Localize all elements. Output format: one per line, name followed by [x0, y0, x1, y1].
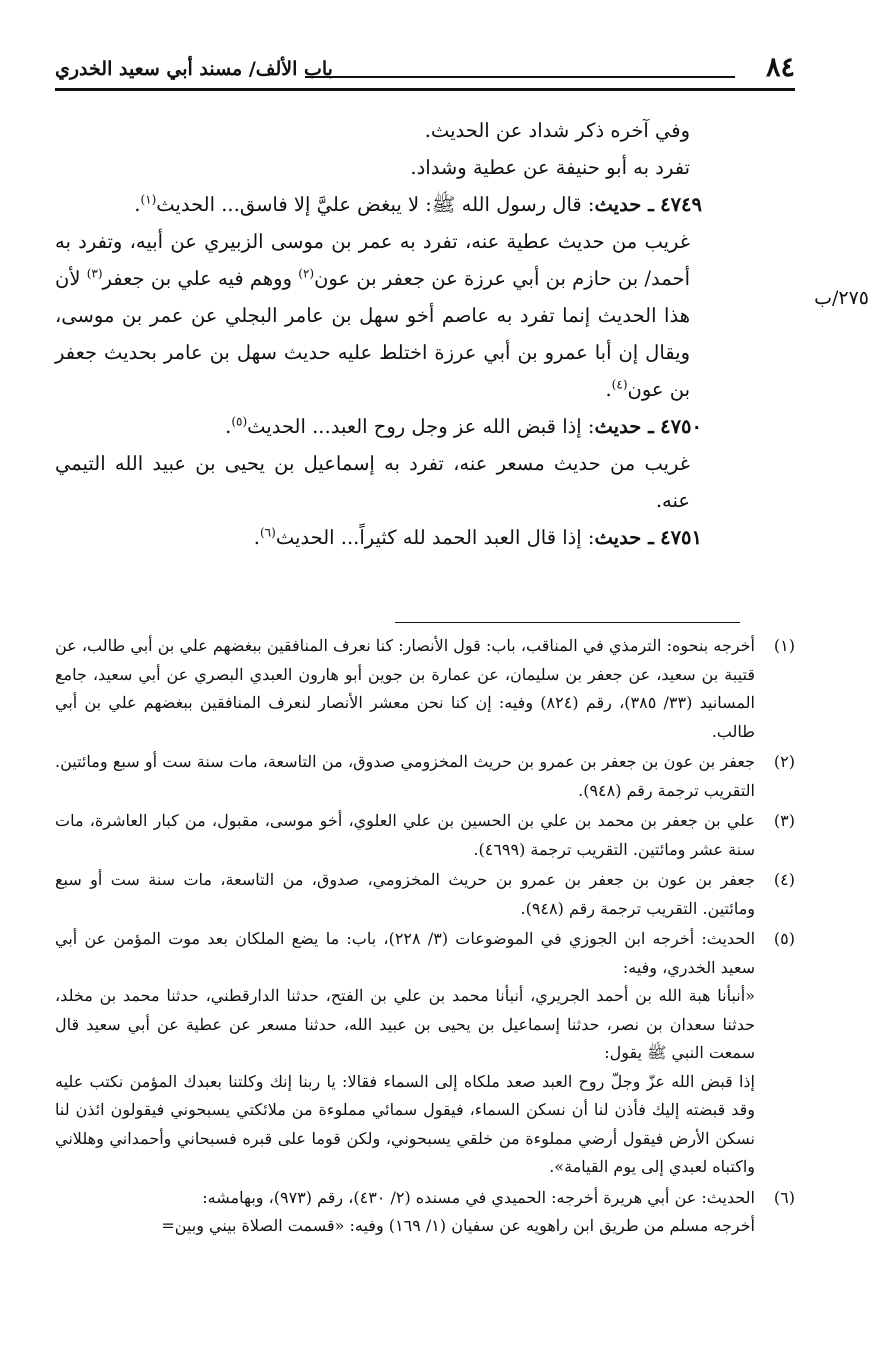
footnote-number: (٦)	[773, 1187, 795, 1207]
footnote-number: (٢)	[773, 752, 795, 771]
hadith-label: ـ حديث	[594, 526, 654, 549]
footnote-body	[55, 866, 755, 923]
footnote	[55, 866, 795, 923]
commentary-text: غريب من حديث عطية عنه، تفرد به عمر بن موسى الزبيري عن أبيه، وتفرد به أحمد/ بن حازم بن أبي عرزة عن جعفر بن عون	[55, 230, 690, 290]
hadith-end: .	[253, 526, 260, 549]
main-text	[55, 112, 740, 556]
page-number: ٨٤	[765, 52, 795, 83]
footnote	[55, 925, 795, 1182]
footnotes	[55, 632, 795, 1243]
footnote-paragraph: الحديث: عن أبي هريرة أخرجه: الحميدي في مسنده (٢/ ٤٣٠)، رقم (٩٧٣)، وبهامشه:	[202, 1187, 755, 1207]
text-line: وفي آخره ذكر شداد عن الحديث.	[424, 119, 690, 142]
footnote	[55, 748, 795, 805]
footnote-ref: (٢)	[298, 266, 315, 281]
footnote-body	[55, 925, 755, 1182]
page-header	[55, 52, 795, 90]
commentary-end: .	[605, 378, 612, 401]
footnote-body	[55, 807, 755, 864]
running-title: باب الألف/ مسند أبي سعيد الخدري	[55, 58, 333, 80]
footnote-ref: (٣)	[86, 266, 103, 281]
commentary-text: ووهم فيه علي بن جعفر	[102, 267, 299, 290]
hadith-number: ٤٧٤٩	[660, 193, 702, 216]
footnote-ref: (٥)	[231, 414, 248, 429]
hadith-text: : قال رسول الله ﷺ: لا يبغض عليَّ إلا فاسق... الحديث	[156, 193, 595, 216]
footnote-body	[55, 632, 755, 746]
hadith-label: ـ حديث	[594, 193, 654, 216]
footnote	[55, 632, 795, 746]
text-line: تفرد به أبو حنيفة عن عطية وشداد.	[410, 156, 690, 179]
header-rule	[55, 88, 795, 91]
hadith-end: .	[134, 193, 141, 216]
footnote-ref: (٦)	[259, 525, 276, 540]
footnote-number: (٣)	[773, 811, 795, 830]
footnote-body	[55, 748, 755, 805]
hadith-text: : إذا قال العبد الحمد لله كثيراً... الحديث	[275, 526, 595, 549]
footnote-number: (٥)	[773, 929, 795, 948]
hadith-number: ٤٧٥١	[660, 526, 702, 549]
hadith-text: : إذا قبض الله عز وجل روح العبد... الحديث	[247, 415, 595, 438]
footnote-paragraph: جعفر بن عون بن جعفر بن عمرو بن حريث المخزومي، صدوق، من التاسعة، مات سنة ست أو سبع ومائتين. التقريب ترجمة رقم (٩٤٨).	[55, 870, 755, 918]
footnote-paragraph: «أنبأنا هبة الله بن أحمد الجريري، أنبأنا محمد بن علي بن الفتح، حدثنا الدارقطني، حدثنا محمد بن مخلد، حدثنا سعدان بن نصر، حدثنا إسماعيل بن يحيى بن عبيد الله، حدثنا مسعر عن عطية عن أبي سعيد قال سمعت النبي ﷺ يقول:	[55, 986, 755, 1062]
footnote-number: (١)	[773, 636, 795, 655]
hadith-4750	[55, 408, 740, 445]
footnote	[55, 1184, 795, 1241]
footnote-separator	[395, 622, 740, 623]
header-title-rule	[305, 76, 735, 78]
footnote-paragraph: جعفر بن عون بن جعفر بن عمرو بن حريث المخزومي صدوق، من التاسعة، مات سنة ست أو سبع ومائتين. التقريب ترجمة رقم (٩٤٨).	[55, 752, 755, 800]
hadith-label-text: حديث	[594, 526, 642, 549]
footnote-ref: (٤)	[611, 377, 628, 392]
hadith-end: .	[225, 415, 232, 438]
footnote-paragraph: أخرجه بنحوه: الترمذي في المناقب، باب: قول الأنصار: كنا نعرف المنافقين ببغضهم علي بن أبي طالب، عن قتيبة بن سعيد، عن جعفر بن سليمان، عن عمارة بن جوين أبو هارون العبدي البصري عن أبي سعيد، جامع المسانيد (٣٣/ ٣٨٥)، رقم (٨٢٤) وفيه: إن كنا نحن معشر الأنصار لنعرف المنافقين ببغضهم علي بن أبي طالب.	[55, 636, 755, 741]
footnote-number: (٤)	[773, 870, 795, 889]
hadith-number: ٤٧٥٠	[660, 415, 702, 438]
footnote-paragraph: أخرجه مسلم من طريق ابن راهويه عن سفيان (١/ ١٦٩) وفيه: «قسمت الصلاة بيني وبين=	[161, 1216, 755, 1235]
margin-manuscript-note: ٢٧٥/ب	[814, 287, 869, 309]
hadith-4751	[55, 519, 740, 556]
hadith-label: ـ حديث	[594, 415, 654, 438]
footnote	[55, 807, 795, 864]
hadith-label-text: حديث	[594, 415, 642, 438]
commentary-text: لأن هذا الحديث إنما تفرد به عاصم أخو سهل بن عامر البجلي عن عمر بن موسى، ويقال إن أبا عمرو بن أبي عرزة اختلط عليه حديث سهل بن عامر بحديث جعفر بن عون	[55, 267, 690, 401]
footnote-body	[55, 1184, 755, 1241]
footnote-paragraph: علي بن جعفر بن محمد بن علي بن الحسين بن علي العلوي، أخو موسى، مقبول، من كبار العاشرة، مات سنة عشر ومائتين. التقريب ترجمة (٤٦٩٩).	[55, 811, 755, 859]
commentary-paragraph	[55, 223, 740, 408]
hadith-4749	[55, 186, 740, 223]
footnote-paragraph: إذا قبض الله عزّ وجلّ روح العبد صعد ملكاه إلى السماء فقالا: يا ربنا إنك وكلتنا بعبدك المؤمن نكتب عليه وقد قبضته إليك فأذن لنا أن نسكن السماء، فيقول سمائي مملوءة من ملائكتي يسبحوني فيقولون ائذن لنا نسكن الأرض فيقول أرضي مملوءة من خلقي يسبحوني، ولكن قوما على قبره فسبحاني وأحمداني وهللاني واكتباه لعبدي إلى يوم القيامة».	[55, 1071, 755, 1176]
footnote-paragraph: الحديث: أخرجه ابن الجوزي في الموضوعات (٣/ ٢٢٨)، باب: ما يضع الملكان بعد موت المؤمن عن أبي سعيد الخدري، وفيه:	[55, 929, 756, 977]
hadith-label-text: حديث	[594, 193, 642, 216]
commentary-paragraph: غريب من حديث مسعر عنه، تفرد به إسماعيل بن يحيى بن عبيد الله التيمي عنه.	[55, 452, 690, 512]
footnote-ref: (١)	[140, 192, 157, 207]
